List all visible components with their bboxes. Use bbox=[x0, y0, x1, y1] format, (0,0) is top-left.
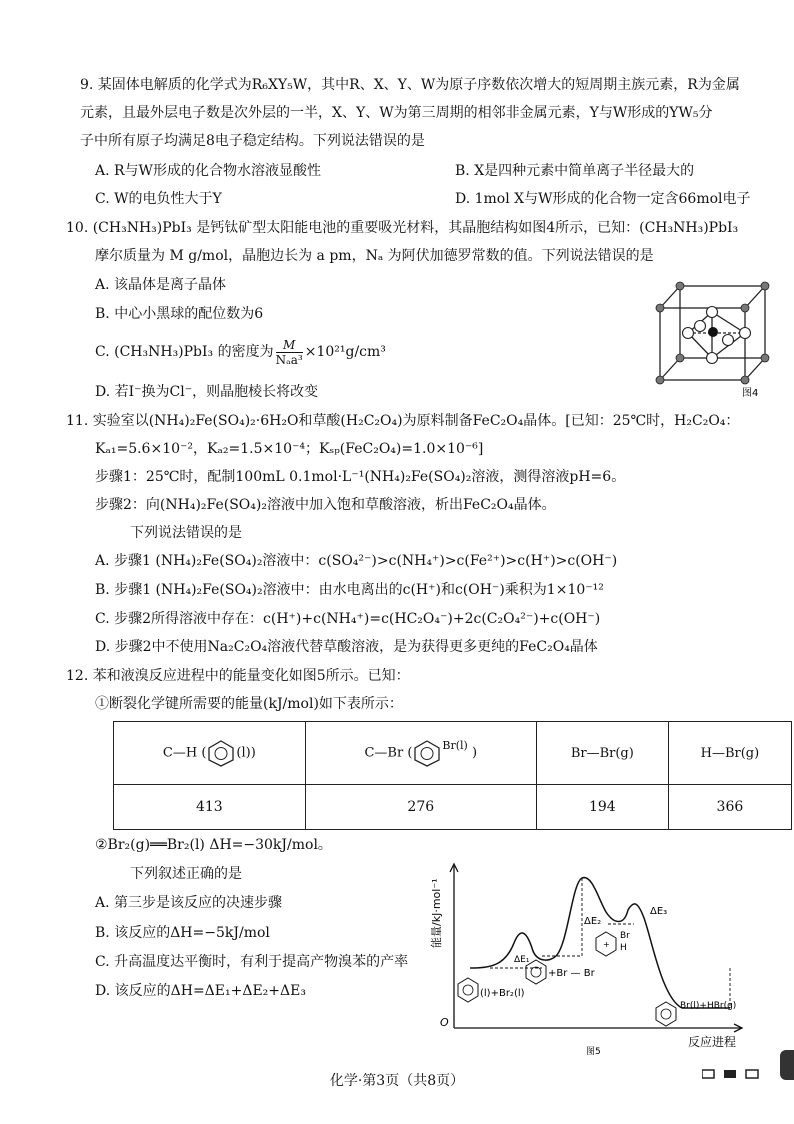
q11-step1: 步骤1：25℃时，配制100mL 0.1mol·L⁻¹(NH₄)₂Fe(SO₄)₂溶液，测得溶液pH=6。 bbox=[95, 469, 626, 485]
value-h-br: 366 bbox=[668, 785, 791, 830]
figure-4-caption: 图4 bbox=[742, 388, 759, 399]
value-c-br: 276 bbox=[305, 785, 536, 830]
density-fraction bbox=[276, 338, 303, 367]
q9-option-a: A. R与W形成的化合物水溶液显酸性 bbox=[95, 163, 321, 179]
q10-option-c-unit: ×10²¹g/cm³ bbox=[304, 344, 386, 360]
bond-ch-state: (l)) bbox=[236, 745, 256, 761]
svg-text:+: + bbox=[603, 940, 610, 949]
q10-option-d: D. 若I⁻换为Cl⁻，则晶胞棱长将改变 bbox=[95, 384, 319, 400]
q12-line2: ①断裂化学键所需要的能量(kJ/mol)如下表所示： bbox=[95, 696, 403, 712]
bond-cbr-close: ) bbox=[467, 745, 478, 761]
fraction-denominator: Nₐa³ bbox=[275, 352, 303, 367]
bond-ch-label: C—H ( bbox=[162, 745, 207, 761]
complex-label: +Br — Br bbox=[548, 968, 595, 979]
q9-option-c: C. W的电负性大于Y bbox=[95, 191, 222, 207]
q9-option-b: B. X是四种元素中简单离子半径最大的 bbox=[455, 163, 695, 179]
q11-line1: 11. 实验室以(NH₄)₂Fe(SO₄)₂·6H₂O和草酸(H₂C₂O₄)为原料制备FeC₂O₄晶体。[已知：25℃时，H₂C₂O₄： bbox=[66, 413, 740, 429]
header-br-br: Br—Br(g) bbox=[536, 722, 668, 785]
q12-note: ②Br₂(g)══Br₂(l) ΔH=−30kJ/mol。 bbox=[95, 837, 332, 853]
q9-line2: 元素，且最外层电子数是次外层的一半，X、Y、W为第三周期的相邻非金属元素，Y与W形成的YW₅分 bbox=[80, 105, 713, 121]
value-c-h: 413 bbox=[114, 785, 306, 830]
x-axis-label: 反应进程 bbox=[688, 1035, 737, 1049]
delta-e1-label: ΔE₁ bbox=[514, 955, 530, 965]
fraction-numerator: M bbox=[276, 338, 303, 353]
reactant-label: (l)+Br₂(l) bbox=[480, 988, 525, 999]
q11-step2: 步骤2：向(NH₄)₂Fe(SO₄)₂溶液中加入饱和草酸溶液，析出FeC₂O₄晶体。 bbox=[95, 497, 556, 513]
q11-option-d: D. 步骤2中不使用Na₂C₂O₄溶液代替草酸溶液，是为获得更多更纯的FeC₂O₄晶体 bbox=[95, 639, 598, 655]
q11-ask: 下列说法错误的是 bbox=[130, 525, 242, 541]
q10-option-b: B. 中心小黑球的配位数为6 bbox=[95, 306, 264, 322]
header-c-br bbox=[305, 722, 536, 785]
q12-option-d: D. 该反应的ΔH=ΔE₁+ΔE₂+ΔE₃ bbox=[95, 983, 306, 999]
scan-marks bbox=[702, 1066, 782, 1086]
registration-marks-icon bbox=[702, 1066, 782, 1082]
intermediate-br-label: Br bbox=[620, 931, 630, 941]
figure-4-unit-cell bbox=[650, 268, 780, 400]
q10-option-c bbox=[95, 336, 386, 368]
bond-cbr-label: C—Br ( bbox=[364, 745, 413, 761]
delta-e2-label: ΔE₂ bbox=[584, 916, 602, 927]
q10-option-a: A. 该晶体是离子晶体 bbox=[95, 277, 227, 293]
q12-option-c: C. 升高温度达平衡时，有利于提高产物溴苯的产率 bbox=[95, 954, 409, 970]
header-h-br: H—Br(g) bbox=[668, 722, 791, 785]
origin-label: O bbox=[440, 1016, 449, 1029]
q11-option-b: B. 步骤1 (NH₄)₂Fe(SO₄)₂溶液中：由水电离出的c(H⁺)和c(OH⁻)乘积为1×10⁻¹² bbox=[95, 582, 604, 598]
page-edge-shadow bbox=[780, 1050, 794, 1080]
q11-option-a: A. 步骤1 (NH₄)₂Fe(SO₄)₂溶液中：c(SO₄²⁻)>c(NH₄⁺)>c(Fe²⁺)>c(H⁺)>c(OH⁻) bbox=[95, 553, 618, 569]
q9-line1: 9. 某固体电解质的化学式为R₆XY₅W，其中R、X、Y、W为原子序数依次增大的短周期主族元素，R为金属 bbox=[80, 77, 740, 93]
header-c-h bbox=[114, 722, 306, 785]
table-value-row bbox=[114, 785, 792, 830]
intermediate-h-label: H bbox=[620, 943, 627, 953]
delta-e3-label: ΔE₃ bbox=[650, 906, 668, 917]
center-black-ball bbox=[708, 327, 718, 337]
q11-line2: Kₐ₁=5.6×10⁻²，Kₐ₂=1.5×10⁻⁴；Kₛₚ(FeC₂O₄)=1.0×10⁻⁶] bbox=[95, 441, 484, 457]
bond-cbr-substituent: Br(l) bbox=[442, 739, 468, 752]
intermediate-icon bbox=[596, 932, 616, 956]
q10-option-c-text: C. (CH₃NH₃)PbI₃ 的密度为 bbox=[95, 344, 274, 360]
benzene-icon bbox=[206, 739, 236, 767]
q12-ask: 下列叙述正确的是 bbox=[130, 866, 242, 882]
reactant-benzene-icon bbox=[458, 978, 478, 1002]
q10-line1: 10. (CH₃NH₃)PbI₃ 是钙钛矿型太阳能电池的重要吸光材料，其晶胞结构如图4所示，已知：(CH₃NH₃)PbI₃ bbox=[66, 220, 739, 236]
q11-option-c: C. 步骤2所得溶液中存在：c(H⁺)+c(NH₄⁺)=c(HC₂O₄⁻)+2c(C₂O₄²⁻)+c(OH⁻) bbox=[95, 611, 601, 627]
q12-option-b: B. 该反应的ΔH=−5kJ/mol bbox=[95, 925, 270, 941]
q10-line2: 摩尔质量为 M g/mol，晶胞边长为 a pm，Nₐ 为阿伏加德罗常数的值。下列说法错误的是 bbox=[95, 248, 654, 264]
page-footer: 化学·第3页（共8页） bbox=[329, 1073, 465, 1089]
product-label: Br(l)+HBr(g) bbox=[680, 1001, 737, 1011]
q12-option-a: A. 第三步是该反应的决速步骤 bbox=[95, 895, 283, 911]
q12-line1: 12. 苯和液溴反应进程中的能量变化如图5所示。已知： bbox=[66, 668, 410, 684]
q9-line3: 子中所有原子均满足8电子稳定结构。下列说法错误的是 bbox=[80, 133, 425, 149]
bromobenzene-icon bbox=[412, 739, 442, 767]
product-bromobenzene-icon bbox=[656, 1002, 676, 1026]
y-axis-label: 能量/kJ·mol⁻¹ bbox=[430, 878, 443, 948]
figure-5-caption: 图5 bbox=[586, 1047, 601, 1057]
value-br-br: 194 bbox=[536, 785, 668, 830]
figure-5-energy-diagram bbox=[430, 858, 760, 1058]
bond-energy-table bbox=[113, 721, 792, 830]
q9-option-d: D. 1mol X与W形成的化合物一定含66mol电子 bbox=[455, 191, 751, 207]
table-header-row bbox=[114, 722, 792, 785]
